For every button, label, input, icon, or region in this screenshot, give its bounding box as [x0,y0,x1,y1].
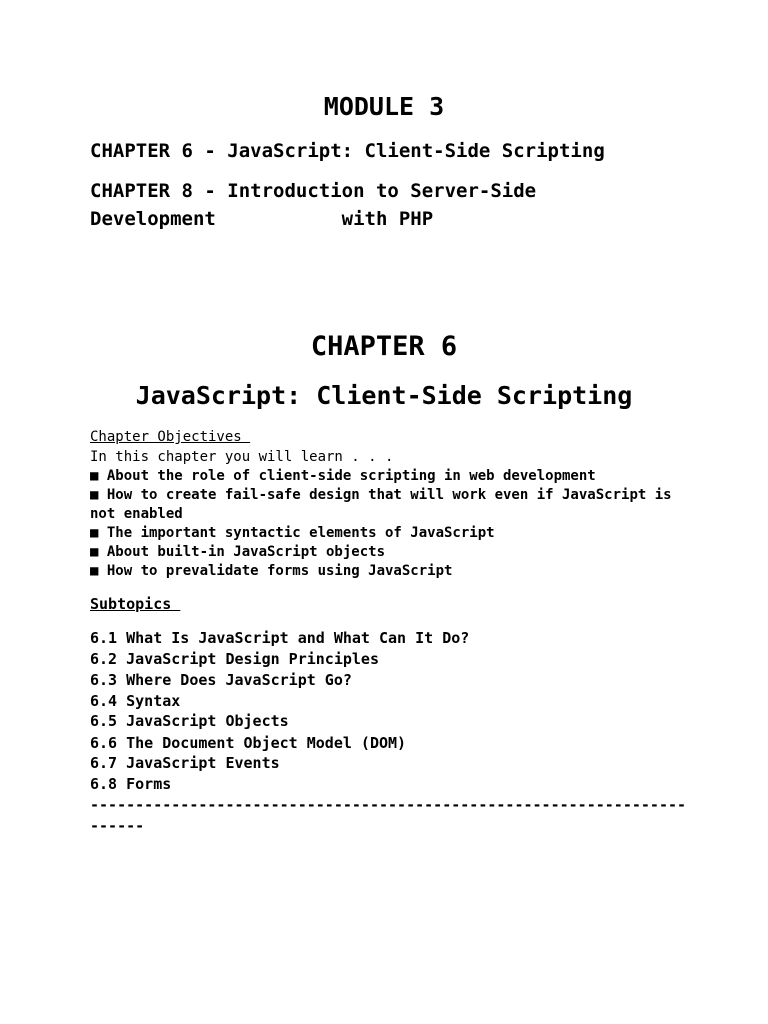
subtopics-heading: Subtopics [90,595,181,613]
objective-item: ■ About built-in JavaScript objects [90,544,386,560]
subtopic-item: 6.3 Where Does JavaScript Go? [90,671,352,689]
subtopic-item: 6.5 JavaScript Objects [90,712,289,730]
separator-line-continuation: ------ [90,817,145,835]
subtopic-item: 6.7 JavaScript Events [90,754,280,772]
objective-item: ■ How to prevalidate forms using JavaScript [90,563,453,579]
objectives-intro: In this chapter you will learn . . . [90,449,394,465]
objective-item: ■ How to create fail-safe design that will work even if JavaScript is [90,487,672,503]
subtopic-item: 6.1 What Is JavaScript and What Can It Do? [90,629,470,647]
subtopic-item: 6.8 Forms [90,775,172,793]
chapter-title: CHAPTER 6 [310,331,458,362]
objectives-heading: Chapter Objectives [90,429,251,445]
module-title: MODULE 3 [323,92,445,121]
subtopic-item: 6.6 The Document Object Model (DOM) [90,734,407,752]
objective-item: ■ The important syntactic elements of JavaScript [90,525,495,541]
objective-item-continuation: not enabled [90,506,183,522]
subtopic-item: 6.4 Syntax [90,692,181,710]
module-chapter8-entry-line2: Development with PHP [90,208,434,230]
objective-item: ■ About the role of client-side scripting in web development [90,468,596,484]
separator-line: ------------------------------------------------------------------ [90,796,687,814]
subtopic-item: 6.2 JavaScript Design Principles [90,650,379,668]
module-chapter8-entry-line1: CHAPTER 8 - Introduction to Server-Side [90,180,537,202]
chapter-subtitle: JavaScript: Client-Side Scripting [135,381,633,410]
module-chapter6-entry: CHAPTER 6 - JavaScript: Client-Side Scripting [90,140,605,162]
